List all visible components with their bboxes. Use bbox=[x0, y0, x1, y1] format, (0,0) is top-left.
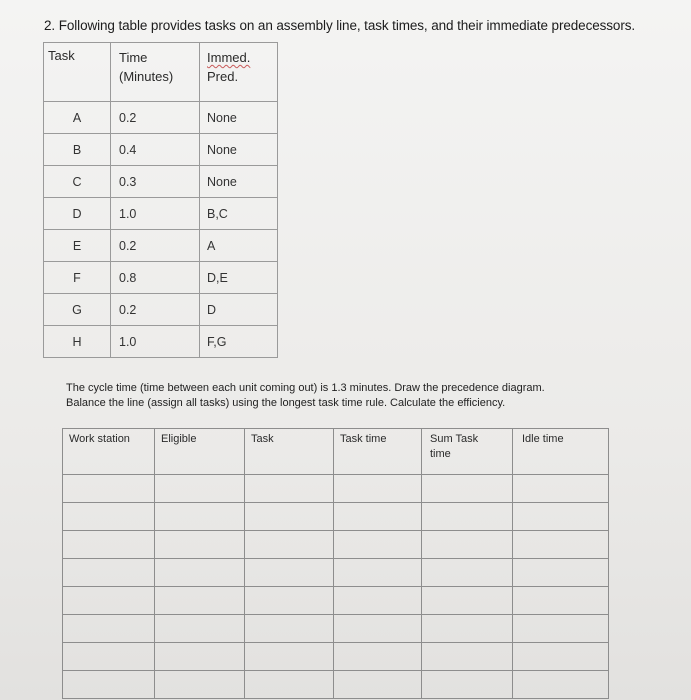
cell[interactable] bbox=[155, 559, 245, 587]
task-cell: H bbox=[44, 326, 111, 358]
cell[interactable] bbox=[334, 643, 422, 671]
task-cell: D bbox=[44, 198, 111, 230]
cell[interactable] bbox=[334, 671, 422, 699]
header-sum-task-line2: time bbox=[430, 448, 451, 460]
table-row bbox=[44, 262, 278, 294]
table-row bbox=[44, 166, 278, 198]
cell[interactable] bbox=[513, 643, 609, 671]
table-row bbox=[63, 643, 609, 671]
task-table bbox=[43, 42, 278, 358]
time-cell: 0.3 bbox=[111, 166, 200, 198]
header-work-station: Work station bbox=[63, 429, 155, 475]
cell[interactable] bbox=[513, 531, 609, 559]
line-balance-table bbox=[62, 428, 609, 699]
header-task-time: Task time bbox=[334, 429, 422, 475]
header-pred bbox=[200, 43, 278, 102]
cell[interactable] bbox=[334, 587, 422, 615]
task-cell: B bbox=[44, 134, 111, 166]
cell[interactable] bbox=[334, 615, 422, 643]
cell[interactable] bbox=[155, 671, 245, 699]
header-pred-line1: Immed. bbox=[207, 50, 251, 65]
table-row bbox=[44, 102, 278, 134]
header-pred-line2: Pred. bbox=[207, 69, 239, 84]
cell[interactable] bbox=[245, 559, 334, 587]
time-cell: 0.2 bbox=[111, 102, 200, 134]
pred-cell: B,C bbox=[200, 198, 278, 230]
table-row bbox=[63, 587, 609, 615]
header-task bbox=[44, 43, 111, 102]
task-cell: G bbox=[44, 294, 111, 326]
header-time-line2: (Minutes) bbox=[119, 69, 174, 84]
cell[interactable] bbox=[513, 475, 609, 503]
balance-header-row bbox=[63, 429, 609, 475]
cell[interactable] bbox=[245, 643, 334, 671]
table-row bbox=[44, 326, 278, 358]
cell[interactable] bbox=[334, 475, 422, 503]
header-sum-task-time bbox=[422, 429, 513, 475]
cell[interactable] bbox=[155, 475, 245, 503]
cell[interactable] bbox=[422, 475, 513, 503]
cell[interactable] bbox=[422, 643, 513, 671]
cell[interactable] bbox=[245, 503, 334, 531]
header-time bbox=[111, 43, 200, 102]
time-cell: 1.0 bbox=[111, 326, 200, 358]
table-row bbox=[63, 559, 609, 587]
header-idle-time: Idle time bbox=[513, 429, 609, 475]
header-task: Task bbox=[245, 429, 334, 475]
instructions-paragraph bbox=[66, 381, 545, 411]
cell[interactable] bbox=[63, 559, 155, 587]
cell[interactable] bbox=[63, 671, 155, 699]
table-row bbox=[44, 134, 278, 166]
table-row bbox=[63, 503, 609, 531]
cell[interactable] bbox=[513, 615, 609, 643]
cell[interactable] bbox=[422, 559, 513, 587]
cell[interactable] bbox=[245, 615, 334, 643]
cell[interactable] bbox=[513, 503, 609, 531]
instructions-line-2: Balance the line (assign all tasks) using the longest task time rule. Calculate the efficiency. bbox=[66, 397, 506, 409]
cell[interactable] bbox=[334, 559, 422, 587]
instructions-line-1: The cycle time (time between each unit coming out) is 1.3 minutes. Draw the precedence diagram. bbox=[66, 382, 545, 394]
cell[interactable] bbox=[63, 475, 155, 503]
cell[interactable] bbox=[422, 587, 513, 615]
pred-cell: None bbox=[200, 102, 278, 134]
cell[interactable] bbox=[334, 503, 422, 531]
cell[interactable] bbox=[63, 503, 155, 531]
table-row bbox=[63, 531, 609, 559]
cell[interactable] bbox=[422, 531, 513, 559]
task-cell: A bbox=[44, 102, 111, 134]
cell[interactable] bbox=[513, 559, 609, 587]
pred-cell: None bbox=[200, 134, 278, 166]
pred-cell: F,G bbox=[200, 326, 278, 358]
cell[interactable] bbox=[63, 587, 155, 615]
pred-cell: None bbox=[200, 166, 278, 198]
table-row bbox=[44, 198, 278, 230]
cell[interactable] bbox=[334, 531, 422, 559]
table-row bbox=[63, 475, 609, 503]
header-eligible: Eligible bbox=[155, 429, 245, 475]
header-task-label: Task bbox=[48, 48, 75, 63]
cell[interactable] bbox=[155, 503, 245, 531]
cell[interactable] bbox=[155, 531, 245, 559]
cell[interactable] bbox=[422, 503, 513, 531]
cell[interactable] bbox=[422, 671, 513, 699]
cell[interactable] bbox=[63, 643, 155, 671]
cell[interactable] bbox=[155, 615, 245, 643]
cell[interactable] bbox=[245, 531, 334, 559]
task-cell: E bbox=[44, 230, 111, 262]
cell[interactable] bbox=[63, 615, 155, 643]
header-sum-task-line1: Sum Task bbox=[430, 433, 479, 445]
cell[interactable] bbox=[155, 587, 245, 615]
pred-cell: A bbox=[200, 230, 278, 262]
pred-cell: D,E bbox=[200, 262, 278, 294]
cell[interactable] bbox=[245, 587, 334, 615]
table-row bbox=[63, 615, 609, 643]
header-time-line1: Time bbox=[119, 50, 148, 65]
cell[interactable] bbox=[513, 671, 609, 699]
pred-cell: D bbox=[200, 294, 278, 326]
task-cell: C bbox=[44, 166, 111, 198]
time-cell: 0.2 bbox=[111, 230, 200, 262]
time-cell: 0.2 bbox=[111, 294, 200, 326]
cell[interactable] bbox=[513, 587, 609, 615]
cell[interactable] bbox=[63, 531, 155, 559]
cell[interactable] bbox=[245, 475, 334, 503]
time-cell: 0.4 bbox=[111, 134, 200, 166]
question-heading: 2. Following table provides tasks on an assembly line, task times, and their immediate predecessors. bbox=[44, 18, 636, 33]
cell[interactable] bbox=[155, 643, 245, 671]
cell[interactable] bbox=[245, 671, 334, 699]
table-row bbox=[63, 671, 609, 699]
cell[interactable] bbox=[422, 615, 513, 643]
table-row bbox=[44, 230, 278, 262]
time-cell: 0.8 bbox=[111, 262, 200, 294]
task-cell: F bbox=[44, 262, 111, 294]
time-cell: 1.0 bbox=[111, 198, 200, 230]
task-table-header-row bbox=[44, 43, 278, 102]
table-row bbox=[44, 294, 278, 326]
